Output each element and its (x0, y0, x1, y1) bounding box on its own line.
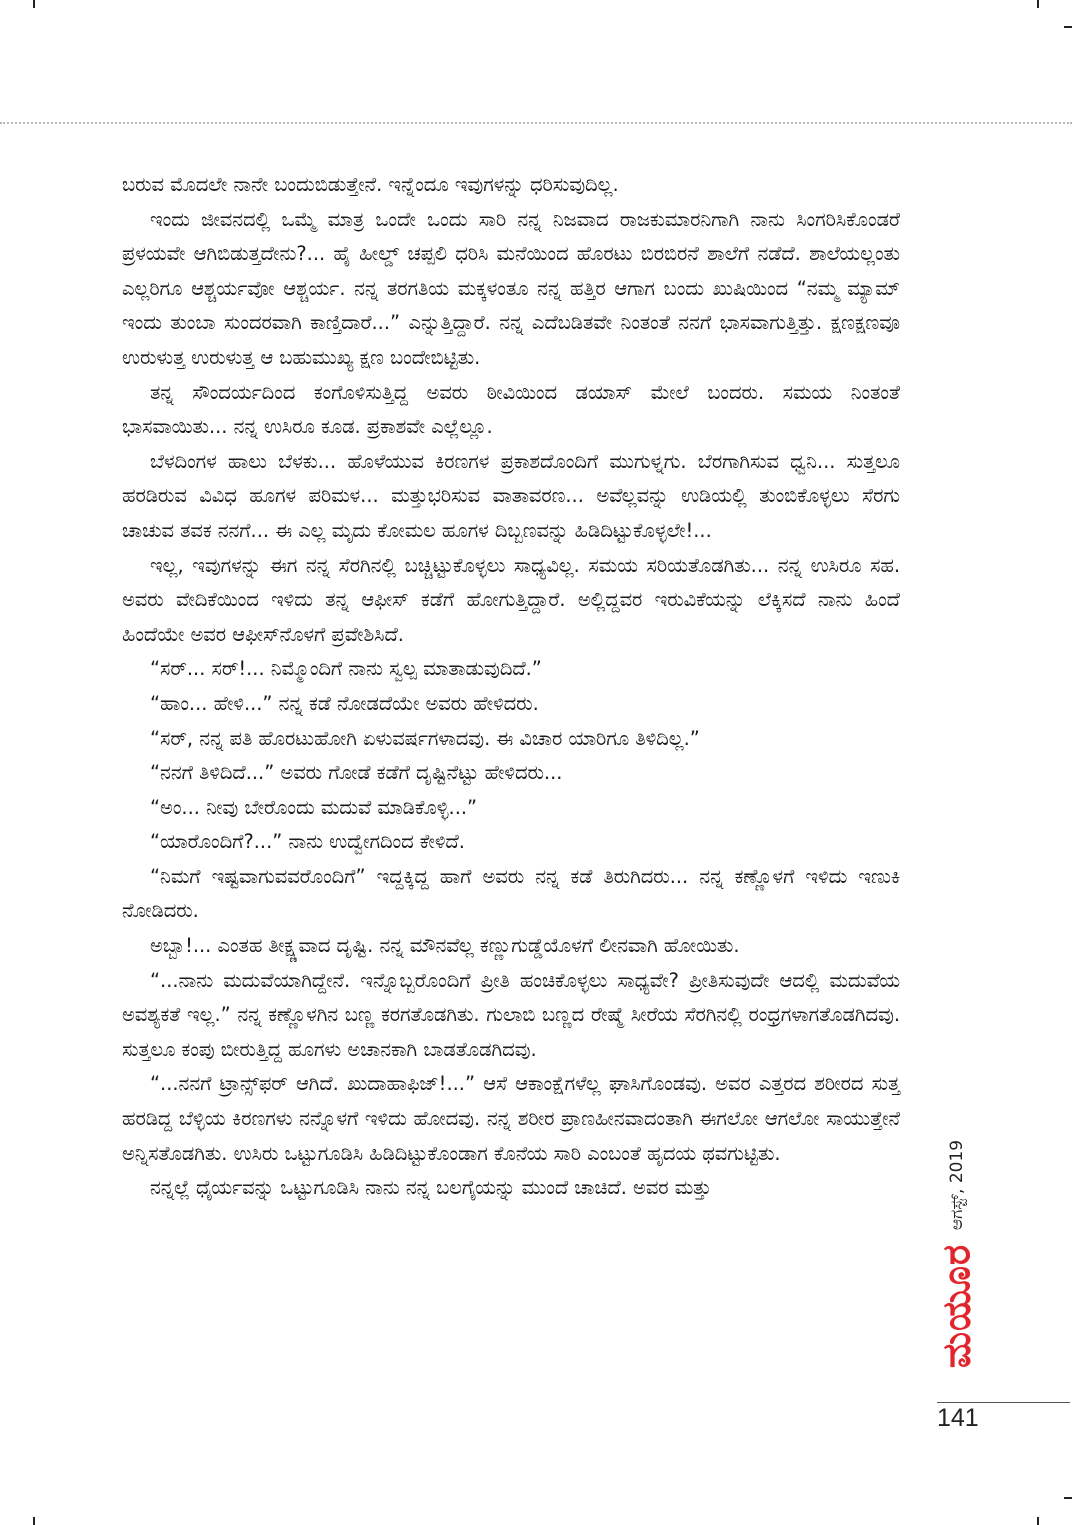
issue-date: ಆಗಸ್ಟ್, 2019 (947, 1139, 967, 1231)
crop-mark-bottom-right (1037, 1517, 1039, 1525)
paragraph: “...ನನಗೆ ಟ್ರಾನ್ಸ್‌ಫರ್ ಆಗಿದೆ. ಖುದಾಹಾಫಿಜ್!...” ಆಸೆ ಆಕಾಂಕ್ಷೆಗಳೆಲ್ಲ ಘಾಸಿಗೊಂಡವು. ಅವರ ಎತ್ತರದ ಶರೀರದ ಸುತ್ತ ಹರಡಿದ್ದ ಬೆಳ್ಳಿಯ ಕಿರಣಗಳು ನನ್ನೊಳಗೆ ಇಳಿದು ಹೋದವು. ನನ್ನ ಶರೀರ ಪ್ರಾಣಹೀನವಾದಂತಾಗಿ ಈಗಲೋ ಆಗಲೋ ಸಾಯುತ್ತೇನೆ ಅನ್ನಿಸತೊಡಗಿತು. ಉಸಿರು ಒಟ್ಟುಗೂಡಿಸಿ ಹಿಡಿದಿಟ್ಟುಕೊಂಡಾಗ ಕೊನೆಯ ಸಾರಿ ಎಂಬಂತೆ ಹೃದಯ ಥವಗುಟ್ಟಿತು. (122, 1072, 900, 1165)
crop-mark-right-upper (1064, 26, 1072, 28)
dialogue-line: “ಹಾಂ... ಹೇಳಿ...” ನನ್ನ ಕಡೆ ನೋಡದೆಯೇ ಅವರು ಹೇಳಿದರು. (150, 691, 539, 715)
paragraph: “...ನಾನು ಮದುವೆಯಾಗಿದ್ದೇನೆ. ಇನ್ನೊಬ್ಬರೊಂದಿಗೆ ಪ್ರೀತಿ ಹಂಚಿಕೊಳ್ಳಲು ಸಾಧ್ಯವೇ? ಪ್ರೀತಿಸುವುದೇ ಆದಲ್ಲಿ ಮದುವೆಯ ಅವಶ್ಯಕತೆ ಇಲ್ಲ.” ನನ್ನ ಕಣ್ಣೊಳಗಿನ ಬಣ್ಣ ಕರಗತೊಡಗಿತು. ಗುಲಾಬಿ ಬಣ್ಣದ ರೇಷ್ಮೆ ಸೀರೆಯ ಸೆರಗಿನಲ್ಲಿ ರಂಧ್ರಗಳಾಗತೊಡಗಿದವು. ಸುತ್ತಲೂ ಕಂಪು ಬೀರುತ್ತಿದ್ದ ಹೂಗಳು ಅಚಾನಕಾಗಿ ಬಾಡತೊಡಗಿದವು. (122, 968, 900, 1061)
dialogue-line: “ಅಂ... ನೀವು ಬೇರೊಂದು ಮದುವೆ ಮಾಡಿಕೊಳ್ಳಿ...” (150, 795, 478, 819)
header-dotted-rule (0, 122, 1072, 124)
crop-mark-top-right (1037, 0, 1039, 8)
page-number: 141 (937, 1404, 979, 1432)
crop-mark-top-left (33, 0, 35, 8)
crop-mark-right-lower (1064, 1497, 1072, 1499)
dialogue-line: “ಸರ್, ನನ್ನ ಪತಿ ಹೊರಟುಹೋಗಿ ಏಳುವರ್ಷಗಳಾದವು. ಈ ವಿಚಾರ ಯಾರಿಗೂ ತಿಳಿದಿಲ್ಲ.” (150, 726, 700, 750)
paragraph: ಅಬ್ಬಾ!... ಎಂತಹ ತೀಕ್ಷ್ಣವಾದ ದೃಷ್ಟಿ. ನನ್ನ ಮೌನವೆಲ್ಲ ಕಣ್ಣುಗುಡ್ಡೆಯೊಳಗೆ ಲೀನವಾಗಿ ಹೋಯಿತು. (150, 934, 740, 958)
crop-mark-bottom-left (33, 1517, 35, 1525)
paragraph: ಇಲ್ಲ, ಇವುಗಳನ್ನು ಈಗ ನನ್ನ ಸೆರಗಿನಲ್ಲಿ ಬಚ್ಚಿಟ್ಟುಕೊಳ್ಳಲು ಸಾಧ್ಯವಿಲ್ಲ. ಸಮಯ ಸರಿಯತೊಡಗಿತು... ನನ್ನ ಉಸಿರೂ ಸಹ. ಅವರು ವೇದಿಕೆಯಿಂದ ಇಳಿದು ತನ್ನ ಆಫೀಸ್ ಕಡೆಗೆ ಹೋಗುತ್ತಿದ್ದಾರೆ. ಅಲ್ಲಿದ್ದವರ ಇರುವಿಕೆಯನ್ನು ಲೆಕ್ಕಿಸದೆ ನಾನು ಹಿಂದೆ ಹಿಂದೆಯೇ ಅವರ ಆಫೀಸ್‌ನೊಳಗೆ ಪ್ರವೇಶಿಸಿದೆ. (122, 553, 900, 646)
article-body (122, 168, 900, 1206)
magazine-logo: ಮಯೂರ (934, 1243, 979, 1369)
dialogue-line: “ಯಾರೊಂದಿಗೆ?...” ನಾನು ಉದ್ವೇಗದಿಂದ ಕೇಳಿದೆ. (150, 830, 465, 854)
paragraph: ತನ್ನ ಸೌಂದರ್ಯದಿಂದ ಕಂಗೊಳಿಸುತ್ತಿದ್ದ ಅವರು ಠೀವಿಯಿಂದ ಡಯಾಸ್ ಮೇಲೆ ಬಂದರು. ಸಮಯ ನಿಂತಂತೆ ಭಾಸವಾಯಿತು... ನನ್ನ ಉಸಿರೂ ಕೂಡ. ಪ್ರಕಾಶವೇ ಎಲ್ಲೆಲ್ಲೂ. (122, 380, 900, 439)
paragraph: ಬರುವ ಮೊದಲೇ ನಾನೇ ಬಂದುಬಿಡುತ್ತೇನೆ. ಇನ್ನೆಂದೂ ಇವುಗಳನ್ನು ಧರಿಸುವುದಿಲ್ಲ. (122, 173, 619, 196)
page-number-rule (937, 1402, 1070, 1403)
paragraph: ನನ್ನಲ್ಲೆ ಧೈರ್ಯವನ್ನು ಒಟ್ಟುಗೂಡಿಸಿ ನಾನು ನನ್ನ ಬಲಗೈಯನ್ನು ಮುಂದೆ ಚಾಚಿದೆ. ಅವರ ಮತ್ತು (150, 1176, 712, 1200)
dialogue-line: “ಸರ್... ಸರ್!... ನಿಮ್ಮೊಂದಿಗೆ ನಾನು ಸ್ವಲ್ಪ ಮಾತಾಡುವುದಿದೆ.” (150, 657, 542, 681)
paragraph: ಬೆಳದಿಂಗಳ ಹಾಲು ಬೆಳಕು... ಹೊಳೆಯುವ ಕಿರಣಗಳ ಪ್ರಕಾಶದೊಂದಿಗೆ ಮುಗುಳ್ನಗು. ಬೆರಗಾಗಿಸುವ ಧ್ವನಿ... ಸುತ್ತಲೂ ಹರಡಿರುವ ವಿವಿಧ ಹೂಗಳ ಪರಿಮಳ... ಮತ್ತುಭರಿಸುವ ವಾತಾವರಣ... ಅವೆಲ್ಲವನ್ನು ಉಡಿಯಲ್ಲಿ ತುಂಬಿಕೊಳ್ಳಲು ಸೆರಗು ಚಾಚುವ ತವಕ ನನಗೆ... ಈ ಎಲ್ಲ ಮೃದು ಕೋಮಲ ಹೂಗಳ ದಿಬ್ಬಣವನ್ನು ಹಿಡಿದಿಟ್ಟುಕೊಳ್ಳಲೇ!... (122, 449, 900, 542)
dialogue-line: “ನನಗೆ ತಿಳಿದಿದೆ...” ಅವರು ಗೋಡೆ ಕಡೆಗೆ ದೃಷ್ಟಿನೆಟ್ಟು ಹೇಳಿದರು... (150, 761, 563, 785)
paragraph: “ನಿಮಗೆ ಇಷ್ಟವಾಗುವವರೊಂದಿಗೆ” ಇದ್ದಕ್ಕಿದ್ದ ಹಾಗೆ ಅವರು ನನ್ನ ಕಡೆ ತಿರುಗಿದರು... ನನ್ನ ಕಣ್ಣೊಳಗೆ ಇಳಿದು ಇಣುಕಿ ನೋಡಿದರು. (122, 864, 900, 923)
paragraph: ಇಂದು ಜೀವನದಲ್ಲಿ ಒಮ್ಮೆ ಮಾತ್ರ ಒಂದೇ ಒಂದು ಸಾರಿ ನನ್ನ ನಿಜವಾದ ರಾಜಕುಮಾರನಿಗಾಗಿ ನಾನು ಸಿಂಗರಿಸಿಕೊಂಡರೆ ಪ್ರಳಯವೇ ಆಗಿಬಿಡುತ್ತದೇನು?... ಹೈ ಹೀಲ್ಡ್ ಚಪ್ಪಲಿ ಧರಿಸಿ ಮನೆಯಿಂದ ಹೊರಟು ಬಿರಬಿರನೆ ಶಾಲೆಗೆ ನಡೆದೆ. ಶಾಲೆಯಲ್ಲಂತು ಎಲ್ಲರಿಗೂ ಆಶ್ಚರ್ಯವೋ ಆಶ್ಚರ್ಯ. ನನ್ನ ತರಗತಿಯ ಮಕ್ಕಳಂತೂ ನನ್ನ ಹತ್ತಿರ ಆಗಾಗ ಬಂದು ಖುಷಿಯಿಂದ “ನಮ್ಮ ಮ್ಯಾಮ್ ಇಂದು ತುಂಬಾ ಸುಂದರವಾಗಿ ಕಾಣ್ತಿದಾರೆ...” ಎನ್ನುತ್ತಿದ್ದಾರೆ. ನನ್ನ ಎದೆಬಡಿತವೇ ನಿಂತಂತೆ ನನಗೆ ಭಾಸವಾಗುತ್ತಿತ್ತು. ಕ್ಷಣಕ್ಷಣವೂ ಉರುಳುತ್ತ ಉರುಳುತ್ತ ಆ ಬಹುಮುಖ್ಯ ಕ್ಷಣ ಬಂದೇಬಿಟ್ಟಿತು. (122, 207, 900, 369)
